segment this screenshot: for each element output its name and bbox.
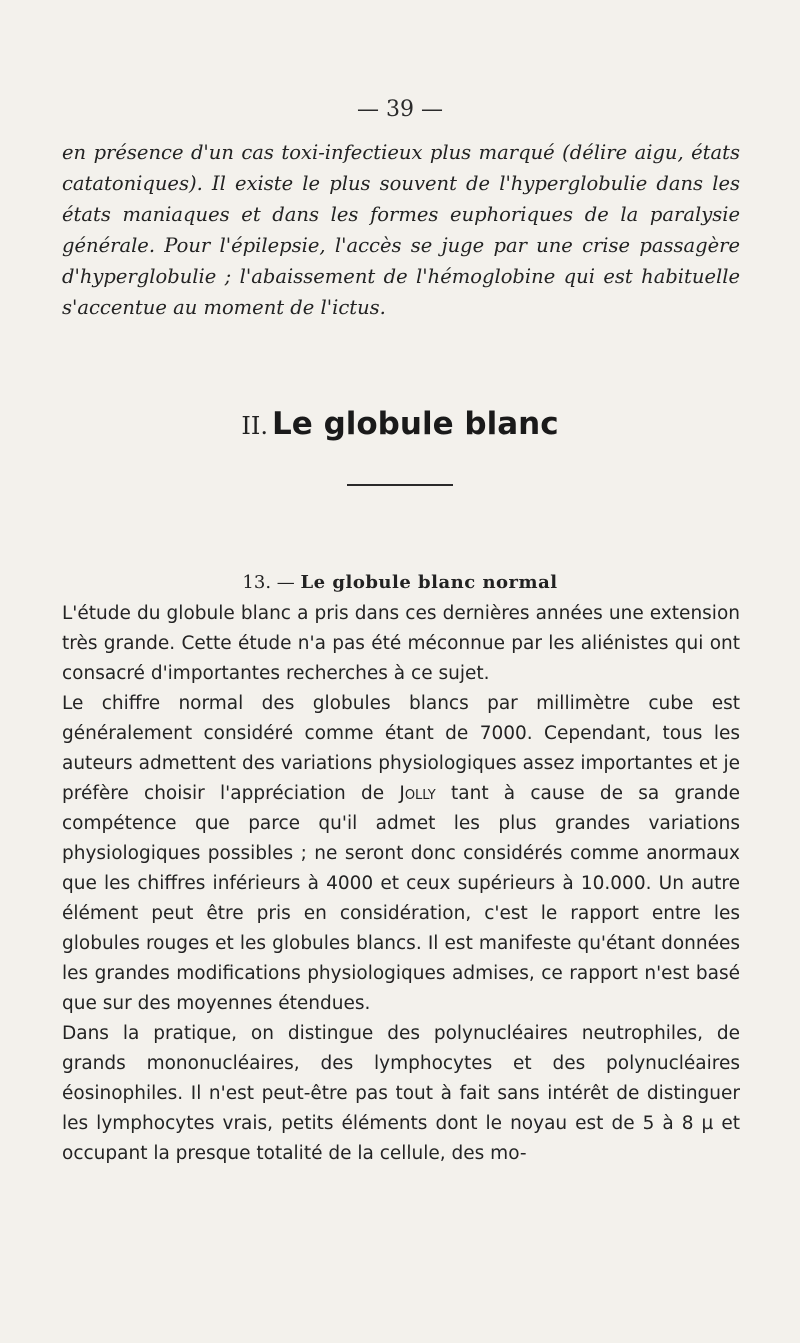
subsection-heading bbox=[0, 572, 800, 593]
body-paragraph-2-part-2: tant à cause de sa grande compétence que parce qu'il admet les plus grandes variations physiologiques possibles ; ne seront donc considérés comme anormaux que les chiffres inférieurs à 4000 et ceux supérieurs à 10.000. Un autre élément peut être pris en considération, c'est le rapport entre les globules rouges et les globules blancs. Il est manifeste qu'étant données les grandes modifications physiologiques admises, ce rapport n'est basé que sur des moyennes étendues. bbox=[62, 783, 740, 1014]
heading-divider bbox=[347, 484, 453, 486]
body-paragraph-1: L'étude du globule blanc a pris dans ces dernières années une extension très grande. Cette étude n'a pas été méconnue par les aliénistes qui ont consacré d'importantes recherches à ce sujet. bbox=[62, 603, 740, 684]
section-heading bbox=[0, 406, 800, 442]
body-text bbox=[62, 599, 740, 1169]
section-numeral: II. bbox=[241, 412, 268, 440]
body-paragraph-3: Dans la pratique, on distingue des polynucléaires neutrophiles, de grands mononucléaires, des lymphocytes et des polynucléaires éosinophiles. Il n'est peut-être pas tout à fait sans intérêt de distinguer les lymphocytes vrais, petits éléments dont le noyau est de 5 à 8 µ et occupant la presque totalité de la cellule, des mo- bbox=[62, 1023, 740, 1164]
subsection-title: Le globule blanc normal bbox=[300, 572, 558, 593]
page-number: — 39 — bbox=[357, 97, 443, 122]
body-paragraph-2-part-1: Le chiffre normal des globules blancs par millimètre cube est généralement considéré comme étant de 7000. Cependant, tous les auteurs admettent des variations physiologiques assez importantes et je préfère choisir l'appréciation de bbox=[62, 693, 740, 804]
intro-paragraph: en présence d'un cas toxi-infectieux plus marqué (délire aigu, états catatoniques). Il existe le plus souvent de l'hyperglobulie dans les états maniaques et dans les formes euphoriques de la paralysie générale. Pour l'épilepsie, l'accès se juge par une crise passagère d'hyperglobulie ; l'abaissement de l'hémoglobine qui est habituelle s'accentue au moment de l'ictus. bbox=[62, 141, 740, 319]
body-paragraph-2 bbox=[62, 689, 740, 1019]
subsection-number: 13. — bbox=[242, 572, 295, 593]
section-title: Le globule blanc bbox=[272, 406, 559, 442]
author-name: Jolly bbox=[399, 783, 436, 804]
